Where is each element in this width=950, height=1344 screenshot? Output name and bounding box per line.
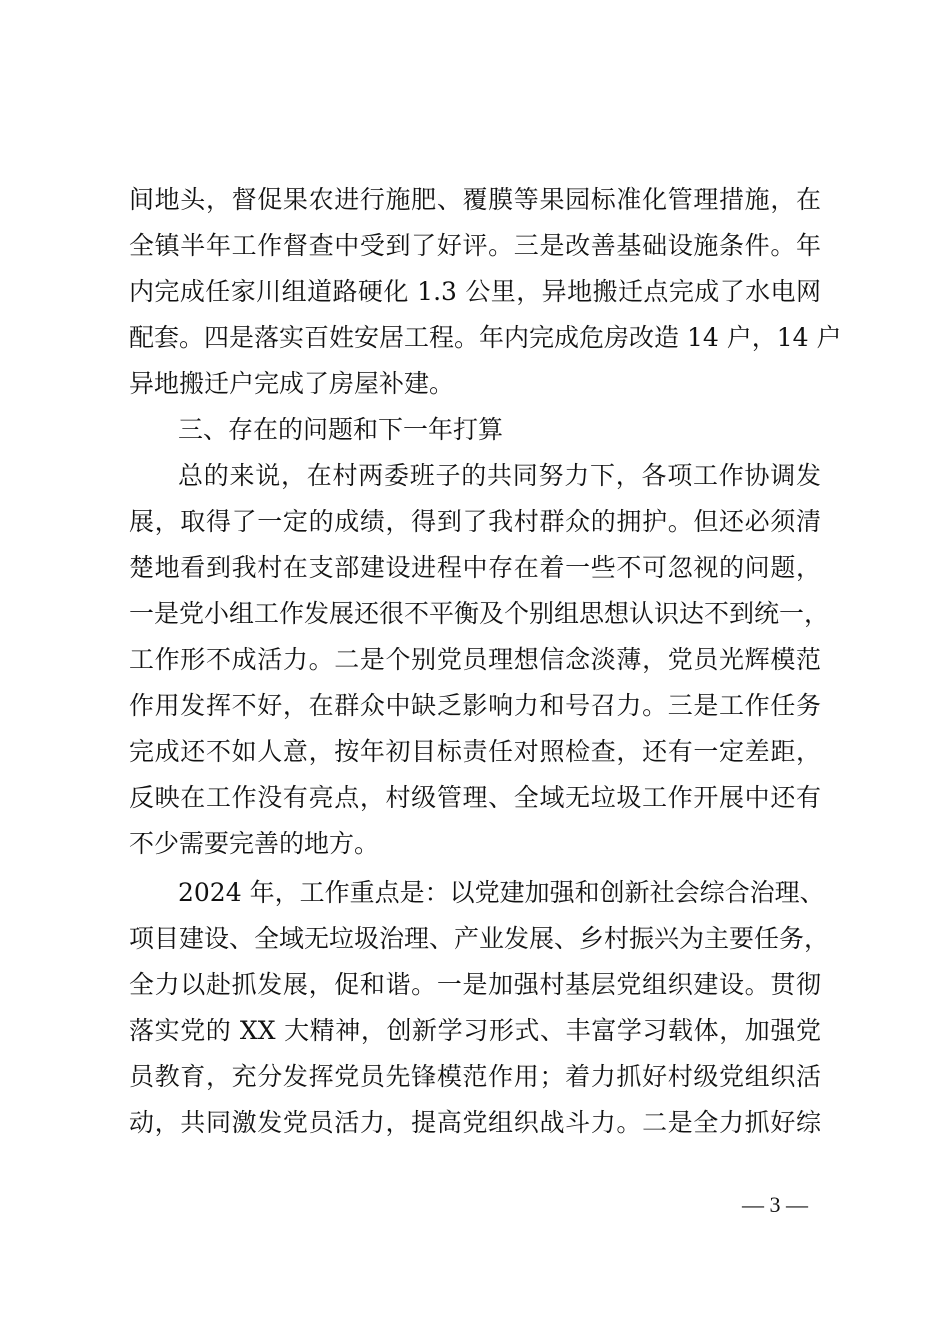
paragraph-2-line-4: 一是党小组工作发展还很不平衡及个别组思想认识达不到统一，	[129, 599, 830, 628]
paragraph-2-line-2: 展，取得了一定的成绩，得到了我村群众的拥护。但还必须清	[129, 507, 821, 536]
paragraph-2-line-6: 作用发挥不好，在群众中缺乏影响力和号召力。三是工作任务	[129, 691, 821, 720]
paragraph-3-line-6: 动，共同激发党员活力，提高党组织战斗力。二是全力抓好综	[129, 1108, 821, 1137]
paragraph-3-line-3: 全力以赴抓发展，促和谐。一是加强村基层党组织建设。贯彻	[129, 970, 821, 999]
page-number: — 3 —	[742, 1192, 808, 1217]
section-heading-3: 三、存在的问题和下一年打算	[178, 415, 504, 444]
paragraph-2-line-1: 总的来说，在村两委班子的共同努力下，各项工作协调发	[178, 461, 821, 490]
paragraph-1-line-2: 全镇半年工作督查中受到了好评。三是改善基础设施条件。年	[129, 231, 821, 260]
paragraph-2-line-3: 楚地看到我村在支部建设进程中存在着一些不可忽视的问题，	[129, 553, 821, 582]
paragraph-3-line-5: 员教育，充分发挥党员先锋模范作用；着力抓好村级党组织活	[129, 1062, 821, 1091]
paragraph-2-line-8: 反映在工作没有亮点，村级管理、全域无垃圾工作开展中还有	[129, 783, 821, 812]
paragraph-1-line-1: 间地头，督促果农进行施肥、覆膜等果园标准化管理措施，在	[129, 185, 821, 214]
paragraph-1-line-3: 内完成任家川组道路硬化 1.3 公里，异地搬迁点完成了水电网	[129, 277, 821, 306]
paragraph-1-line-5: 异地搬迁户完成了房屋补建。	[129, 369, 455, 398]
paragraph-2-line-5: 工作形不成活力。二是个别党员理想信念淡薄，党员光辉模范	[129, 645, 821, 674]
paragraph-3-line-1: 2024 年，工作重点是：以党建加强和创新社会综合治理、	[178, 878, 825, 907]
paragraph-2-line-7: 完成还不如人意，按年初目标责任对照检查，还有一定差距，	[129, 737, 821, 766]
paragraph-1-line-4: 配套。四是落实百姓安居工程。年内完成危房改造 14 户，14 户	[129, 323, 842, 352]
paragraph-3-line-2: 项目建设、全域无垃圾治理、产业发展、乡村振兴为主要任务，	[129, 924, 830, 953]
paragraph-2-line-9: 不少需要完善的地方。	[129, 829, 380, 858]
paragraph-3-line-4: 落实党的 XX 大精神，创新学习形式、丰富学习载体，加强党	[129, 1016, 821, 1045]
